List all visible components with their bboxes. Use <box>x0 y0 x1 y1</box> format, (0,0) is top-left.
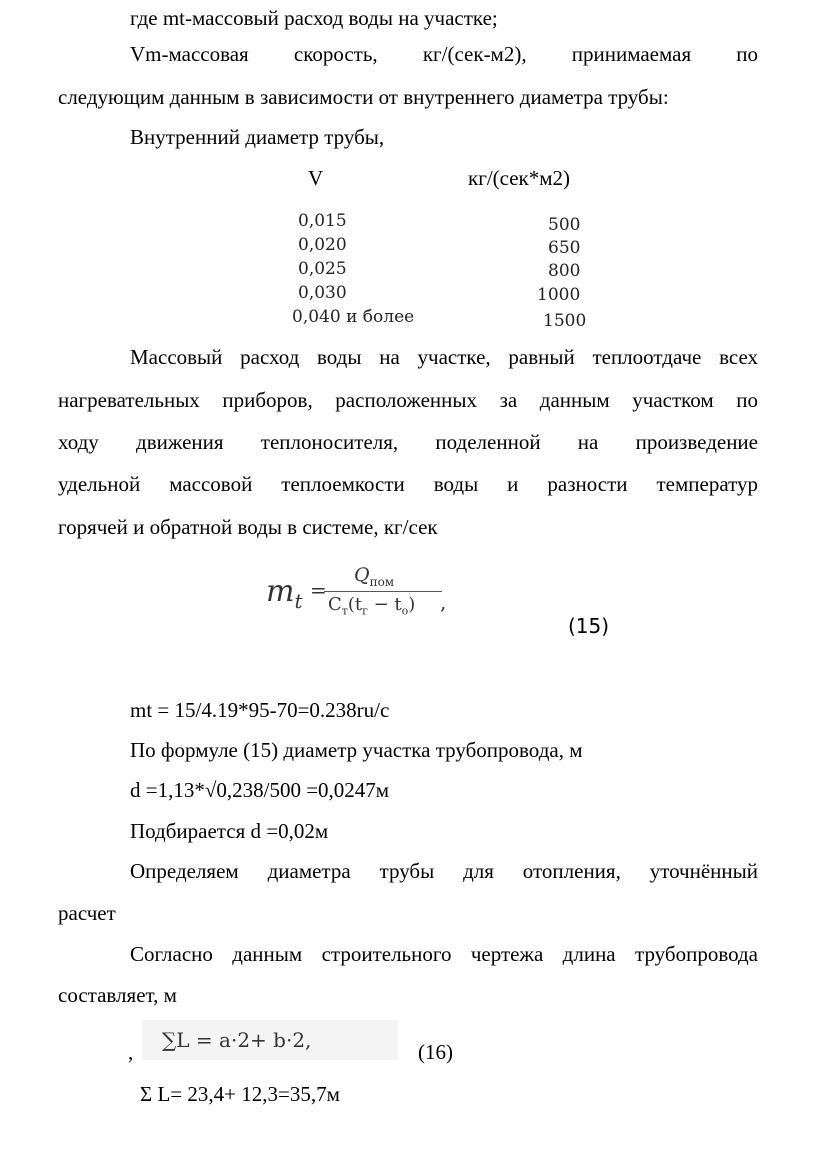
equation-number-16: (16) <box>418 1040 453 1064</box>
comma: , <box>128 1040 134 1064</box>
table-header-units: кг/(сек*м2) <box>468 166 571 190</box>
text-line: d =1,13*√0,238/500 =0,0247м <box>130 778 390 802</box>
text-line: Определяем диаметра трубы для отопления, уточнённый <box>130 859 758 883</box>
text-line: ходу движения теплоносителя, поделенной на произведение <box>58 430 758 454</box>
equation-number-15: (15) <box>568 614 610 638</box>
formula-16: ∑L = a·2+ b·2, <box>162 1028 312 1052</box>
text-line: составляет, м <box>58 983 177 1007</box>
text-line: расчет <box>58 901 116 925</box>
table-cell-diameter: 0,025 <box>298 259 347 279</box>
text-line: Σ L= 23,4+ 12,3=35,7м <box>140 1082 340 1106</box>
text-line: горячей и обратной воды в системе, кг/сек <box>58 515 438 539</box>
table-cell-diameter: 0,030 <box>298 283 347 303</box>
table-cell-velocity: 800 <box>548 261 581 281</box>
table-cell-velocity: 1500 <box>543 311 587 331</box>
text-line: Внутренний диаметр трубы, <box>130 125 385 149</box>
text-line: Подбирается d =0,02м <box>130 819 329 843</box>
text-line: mt = 15/4.19*95-70=0.238ru/c <box>130 698 390 722</box>
table-cell-velocity: 1000 <box>537 285 581 305</box>
text-line: По формуле (15) диаметр участка трубопровода, м <box>130 738 583 762</box>
table-cell-velocity: 650 <box>548 238 581 258</box>
text-line: Vm-массовая скорость, кг/(сек-м2), принимаемая по <box>130 42 758 66</box>
text-line: Согласно данным строительного чертежа длина трубопровода <box>130 942 758 966</box>
text-line: Массовый расход воды на участке, равный теплоотдаче всех <box>130 345 758 369</box>
table-cell-diameter: 0,015 <box>298 211 347 231</box>
text-line: нагревательных приборов, расположенных за данным участком по <box>58 388 758 412</box>
table-cell-diameter: 0,040 и более <box>292 307 415 327</box>
text-line: удельной массовой теплоемкости воды и разности температур <box>58 472 758 496</box>
table-cell-diameter: 0,020 <box>298 235 347 255</box>
text-line: где mt-массовый расход воды на участке; <box>130 6 498 30</box>
text-line: следующим данным в зависимости от внутреннего диаметра трубы: <box>58 85 669 109</box>
table-header-v: V <box>308 166 324 190</box>
table-cell-velocity: 500 <box>548 215 581 235</box>
formula-15: $m_t$ = $Q_{пом}$ $C_т(t_г - t_о)$ , <box>266 564 447 618</box>
